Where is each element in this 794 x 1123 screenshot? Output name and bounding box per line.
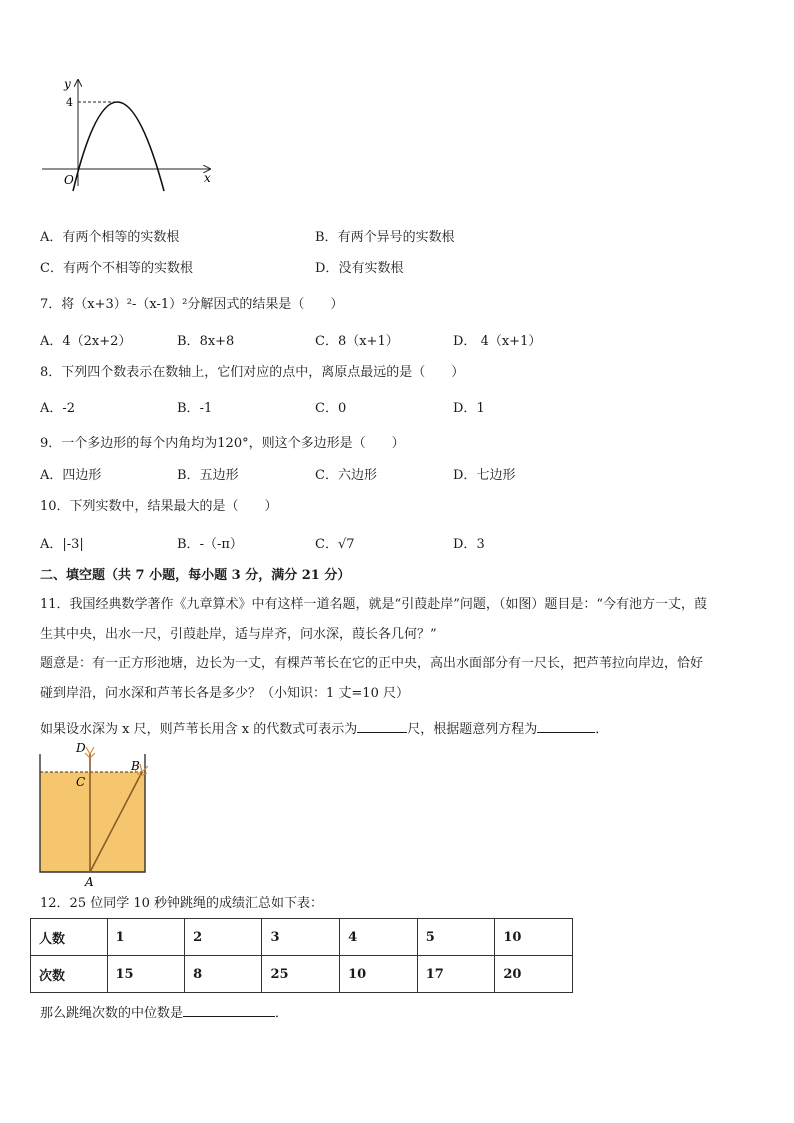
table-row <box>31 956 573 993</box>
q12-question: 那么跳绳次数的中位数是 ． <box>40 1006 289 1021</box>
q7-option-d[interactable]: D． 4（x+1） <box>453 334 542 349</box>
answer-blank-3[interactable] <box>183 1004 275 1017</box>
pond-reed-figure <box>30 740 160 890</box>
q11-line-3: 题意是：有一正方形池塘，边长为一丈，有棵芦苇长在它的正中央，高出水面部分有一尺长，把芦苇拉向岸边，恰好 <box>40 656 704 671</box>
label-b: B <box>131 759 140 773</box>
q10-stem: 10．下列实数中，结果最大的是（ ） <box>40 499 278 514</box>
q9-option-a[interactable]: A．四边形 <box>40 468 102 483</box>
q12-stem: 12．25 位同学 10 秒钟跳绳的成绩汇总如下表： <box>40 896 324 911</box>
table-row <box>31 919 573 956</box>
q11-line-1: 11．我国经典数学著作《九章算术》中有这样一道名题，就是“引葭赴岸”问题，（如图）题目是：“今有池方一丈，葭 <box>40 597 707 612</box>
q6-option-d[interactable]: D．没有实数根 <box>315 261 404 276</box>
q10-option-a[interactable]: A．|-3| <box>40 537 84 552</box>
q7-option-a[interactable]: A．4（2x+2） <box>40 334 132 349</box>
q11-line-5: 如果设水深为 x 尺，则芦苇长用含 x 的代数式可表示为 尺，根据题意列方程为 ． <box>40 722 609 737</box>
table-cell: 2 <box>185 919 262 956</box>
parabola-graph <box>36 74 216 194</box>
table-cell: 5 <box>417 919 495 956</box>
q9-option-b[interactable]: B．五边形 <box>177 468 239 483</box>
answer-blank-2[interactable] <box>537 720 595 733</box>
q8-option-c[interactable]: C．0 <box>315 401 347 416</box>
score-table <box>30 918 573 993</box>
q9-option-c[interactable]: C．六边形 <box>315 468 377 483</box>
y-axis-label: y <box>64 77 71 91</box>
pond-water <box>40 772 145 872</box>
table-cell: 4 <box>340 919 418 956</box>
q8-option-b[interactable]: B．-1 <box>177 401 213 416</box>
parabola-curve <box>73 102 164 191</box>
table-cell: 15 <box>107 956 185 993</box>
q8-option-a[interactable]: A．-2 <box>40 401 76 416</box>
q11-line-4: 碰到岸沿，问水深和芦苇长各是多少？（小知识：1 丈=10 尺） <box>40 686 409 701</box>
max-value-label: 4 <box>66 96 73 109</box>
q11-line-2: 生其中央，出水一尺，引葭赴岸，适与岸齐，问水深，葭长各几何？” <box>40 627 437 642</box>
q7-option-b[interactable]: B．8x+8 <box>177 334 235 349</box>
table-cell: 10 <box>495 919 573 956</box>
label-c: C <box>76 775 86 789</box>
table-cell: 10 <box>340 956 418 993</box>
table-cell: 3 <box>262 919 340 956</box>
q6-option-c[interactable]: C．有两个不相等的实数根 <box>40 261 193 276</box>
table-cell: 1 <box>107 919 185 956</box>
table-cell: 次数 <box>31 956 108 993</box>
answer-blank-1[interactable] <box>357 720 407 733</box>
q9-option-d[interactable]: D．七边形 <box>453 468 516 483</box>
section-heading: 二、填空题（共 7 小题，每小题 3 分，满分 21 分） <box>40 568 351 583</box>
q10-option-c[interactable]: C．√7 <box>315 537 355 552</box>
table-cell: 人数 <box>31 919 108 956</box>
table-cell: 20 <box>495 956 573 993</box>
x-axis-label: x <box>204 171 211 185</box>
q9-stem: 9．一个多边形的每个内角均为120°，则这个多边形是（ ） <box>40 436 405 451</box>
q8-option-d[interactable]: D．1 <box>453 401 485 416</box>
table-cell: 8 <box>185 956 262 993</box>
q6-option-a[interactable]: A．有两个相等的实数根 <box>40 230 180 245</box>
table-cell: 25 <box>262 956 340 993</box>
label-a: A <box>85 875 94 889</box>
origin-label: O <box>64 173 74 187</box>
q10-option-d[interactable]: D．3 <box>453 537 485 552</box>
q10-option-b[interactable]: B．-（-π） <box>177 537 243 552</box>
table-cell: 17 <box>417 956 495 993</box>
q6-option-b[interactable]: B．有两个异号的实数根 <box>315 230 455 245</box>
q7-option-c[interactable]: C．8（x+1） <box>315 334 399 349</box>
label-d: D <box>76 741 86 755</box>
q7-stem: 7．将（x+3）²-（x-1）²分解因式的结果是（ ） <box>40 297 344 312</box>
q8-stem: 8．下列四个数表示在数轴上，它们对应的点中，离原点最远的是（ ） <box>40 365 465 380</box>
